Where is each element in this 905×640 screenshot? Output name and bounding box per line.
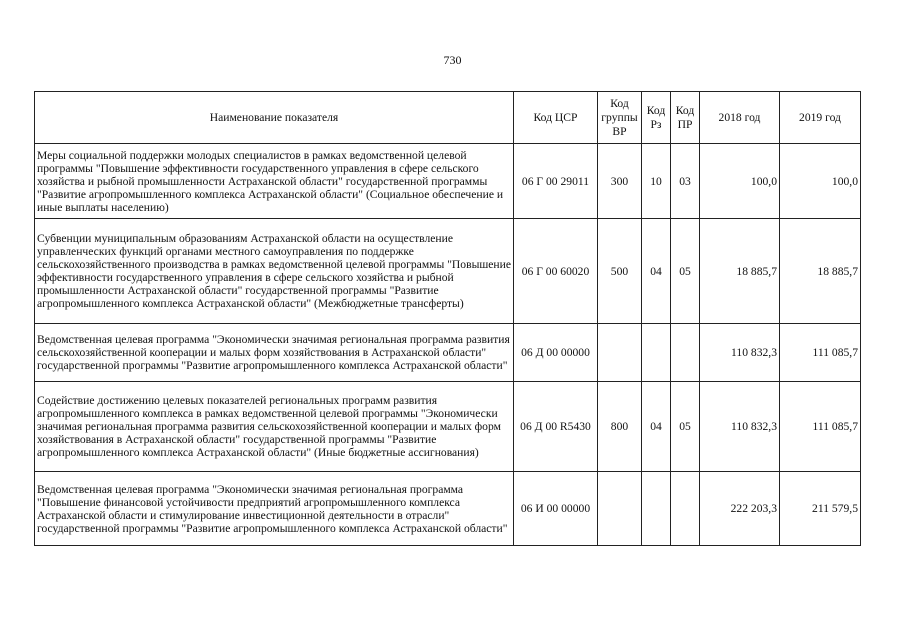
row-value-2018: 18 885,7 <box>700 219 780 324</box>
header-csr-code: Код ЦСР <box>514 92 598 144</box>
row-csr-code: 06 Д 00 00000 <box>514 324 598 382</box>
header-vr-code: Код группы ВР <box>598 92 642 144</box>
row-value-2019: 111 085,7 <box>780 382 861 472</box>
row-pr-code <box>671 472 700 546</box>
table-row <box>35 472 861 546</box>
row-value-2019: 111 085,7 <box>780 324 861 382</box>
row-csr-code: 06 Г 00 29011 <box>514 144 598 219</box>
row-pr-code: 03 <box>671 144 700 219</box>
row-name: Субвенции муниципальным образованиям Астраханской области на осуществление управленческих функций органами местного самоуправления по поддержке сельскохозяйственного производства в рамках ведомственной целевой программы "Повышение эффективности государственного управления в сфере сельского хозяйства и рыбной промышленности Астраханской области" государственной программы "Развитие агропромышленного комплекса Астраханской области" (Межбюджетные трансферты) <box>35 219 514 324</box>
budget-table <box>34 91 861 546</box>
row-vr-code: 300 <box>598 144 642 219</box>
row-vr-code: 500 <box>598 219 642 324</box>
row-rz-code: 10 <box>642 144 671 219</box>
header-rz-code: Код Рз <box>642 92 671 144</box>
row-value-2019: 211 579,5 <box>780 472 861 546</box>
table-row <box>35 382 861 472</box>
row-rz-code <box>642 324 671 382</box>
row-rz-code: 04 <box>642 219 671 324</box>
row-rz-code: 04 <box>642 382 671 472</box>
row-vr-code <box>598 324 642 382</box>
row-value-2018: 110 832,3 <box>700 324 780 382</box>
row-pr-code: 05 <box>671 382 700 472</box>
header-year-2018: 2018 год <box>700 92 780 144</box>
row-value-2018: 110 832,3 <box>700 382 780 472</box>
header-year-2019: 2019 год <box>780 92 861 144</box>
row-value-2018: 222 203,3 <box>700 472 780 546</box>
page-number: 730 <box>443 53 462 67</box>
header-name: Наименование показателя <box>35 92 514 144</box>
row-value-2019: 18 885,7 <box>780 219 861 324</box>
row-csr-code: 06 Д 00 R5430 <box>514 382 598 472</box>
table-row <box>35 324 861 382</box>
row-value-2019: 100,0 <box>780 144 861 219</box>
row-name: Ведомственная целевая программа "Экономически значимая региональная программа "Повышение финансовой устойчивости предприятий агропромышленного комплекса Астраханской области и стимулирование инвестиционной деятельности в отрасли" государственной программы "Развитие агропромышленного комплекса Астраханской области" <box>35 472 514 546</box>
row-pr-code <box>671 324 700 382</box>
row-vr-code: 800 <box>598 382 642 472</box>
row-csr-code: 06 И 00 00000 <box>514 472 598 546</box>
row-pr-code: 05 <box>671 219 700 324</box>
header-row <box>35 92 861 144</box>
header-pr-code: Код ПР <box>671 92 700 144</box>
row-vr-code <box>598 472 642 546</box>
table-row <box>35 144 861 219</box>
row-name: Содействие достижению целевых показателей региональных программ развития агропромышленного комплекса в рамках ведомственной целевой программы "Экономически значимая региональная программа развития сельскохозяйственной кооперации и малых форм хозяйствования в Астраханской области" государственной программы "Развитие агропромышленного комплекса Астраханской области" (Иные бюджетные ассигнования) <box>35 382 514 472</box>
row-csr-code: 06 Г 00 60020 <box>514 219 598 324</box>
row-value-2018: 100,0 <box>700 144 780 219</box>
row-name: Ведомственная целевая программа "Экономически значимая региональная программа развития сельскохозяйственной кооперации и малых форм хозяйствования в Астраханской области" государственной программы "Развитие агропромышленного комплекса Астраханской области" <box>35 324 514 382</box>
row-name: Меры социальной поддержки молодых специалистов в рамках ведомственной целевой программы "Повышение эффективности государственного управления в сфере сельского хозяйства и рыбной промышленности Астраханской области" государственной программы "Развитие агропромышленного комплекса Астраханской области" (Социальное обеспечение и иные выплаты населению) <box>35 144 514 219</box>
row-rz-code <box>642 472 671 546</box>
table-row <box>35 219 861 324</box>
